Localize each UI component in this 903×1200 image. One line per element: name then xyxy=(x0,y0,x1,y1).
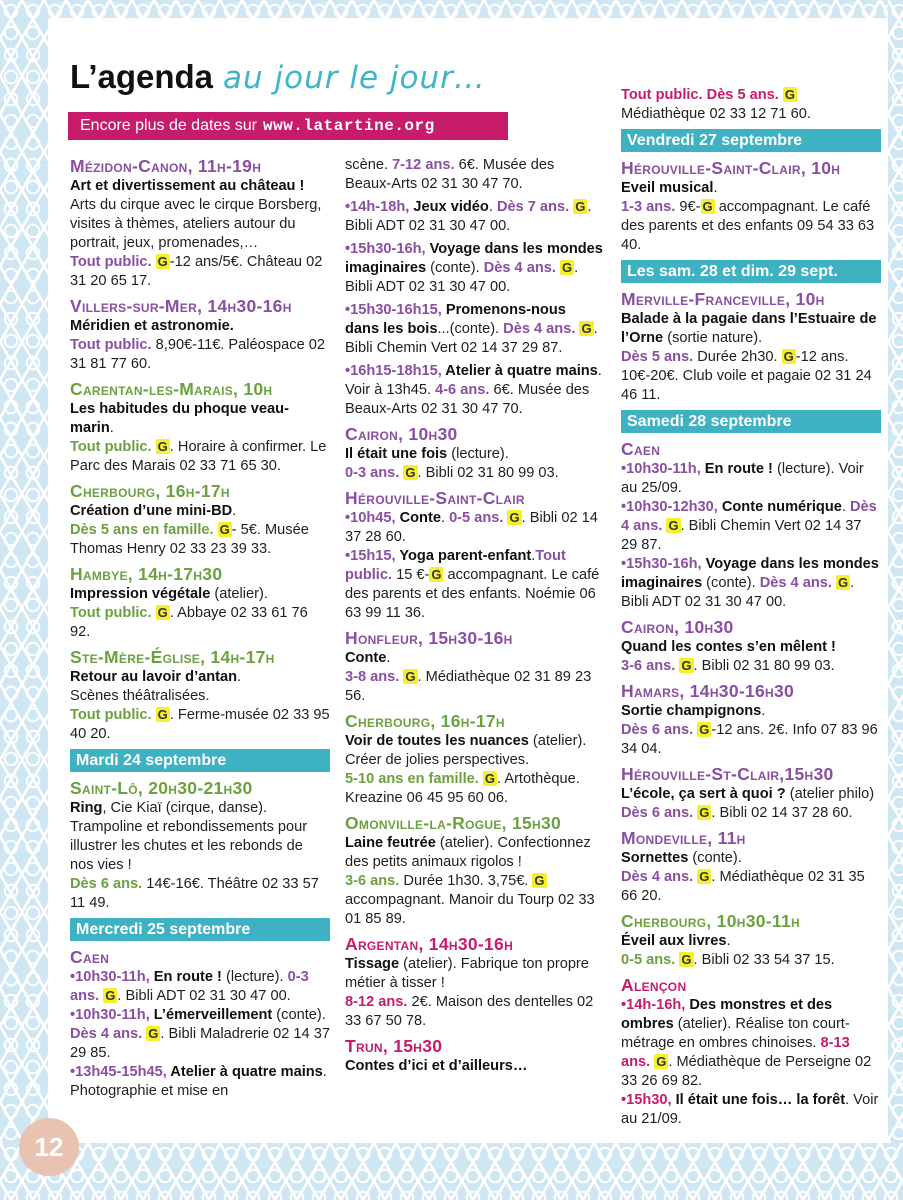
punctuation: . xyxy=(232,503,237,519)
free-entry-badge: G xyxy=(702,199,713,214)
session-description: (conte). xyxy=(702,575,760,591)
event-description: (lecture). xyxy=(447,446,509,462)
session-time: •15h15, xyxy=(345,548,396,564)
day-header: Les sam. 28 et dim. 29 sept. xyxy=(621,260,881,283)
event-price: 9€- xyxy=(675,199,701,215)
session-info: . Bibli ADT 02 31 30 47 00. xyxy=(621,575,855,610)
event-info: . Ferme-musée 02 33 95 40 20. xyxy=(70,707,330,742)
session-age: Dès 4 ans. xyxy=(70,1026,143,1042)
session xyxy=(345,362,603,419)
punctuation: . xyxy=(488,199,497,215)
agenda-column-1 xyxy=(70,156,330,1106)
event-age: Tout public. xyxy=(70,254,152,270)
session xyxy=(70,1006,330,1063)
event-info: 2€. Maison des dentelles 02 33 67 50 78. xyxy=(345,994,594,1029)
event-info: accompagnant. Le café des parents et des enfants 09 54 33 63 40. xyxy=(621,199,875,253)
event-item xyxy=(70,379,330,476)
event-info: . Bibli 02 14 37 28 60. xyxy=(711,805,853,821)
session-description: scène. xyxy=(345,157,393,173)
event-age: Tout public. Dès 5 ans. xyxy=(621,87,779,103)
free-entry-badge: G xyxy=(656,1054,667,1069)
event-age: 1-3 ans. xyxy=(621,199,676,215)
free-entry-badge: G xyxy=(405,465,416,480)
session-age: Dès 7 ans. xyxy=(496,199,570,215)
event-info: -12 ans. 2€. Info 07 83 96 34 04. xyxy=(621,722,878,757)
session-title: Jeux vidéo xyxy=(409,199,489,215)
session-title: Atelier à quatre mains xyxy=(441,363,598,379)
event-title: Retour au lavoir d’antan xyxy=(70,669,238,685)
event-info: . Bibli 02 31 80 99 03. xyxy=(417,465,559,481)
title-main: L’agenda xyxy=(70,58,214,95)
event-place: Hamars, 14h30-16h30 xyxy=(621,681,795,701)
session-info: . Bibli Maladrerie 02 14 37 29 85. xyxy=(70,1026,330,1061)
event-item xyxy=(621,911,881,970)
punctuation: . xyxy=(841,499,850,515)
event-description: (sortie nature). xyxy=(663,330,763,346)
event-title: Tissage xyxy=(345,956,400,972)
event-info: . Artothèque. Kreazine 06 45 95 60 06. xyxy=(345,771,580,806)
event-title: Voir de toutes les nuances xyxy=(345,733,529,749)
day-header: Samedi 28 septembre xyxy=(621,410,881,433)
event-price: Durée 1h30. 3,75€. xyxy=(399,873,533,889)
event-age: Dès 6 ans. xyxy=(621,805,694,821)
punctuation: . xyxy=(713,180,718,196)
event-place: Saint-Lô, 20h30-21h30 xyxy=(70,778,253,798)
event-age: 5-10 ans en famille. xyxy=(345,771,479,787)
event-title: Les habitudes du phoque veau-marin xyxy=(70,401,289,436)
event-age: 3-8 ans. xyxy=(345,669,400,685)
session-title: Voyage dans les mondes imaginaires xyxy=(345,241,603,276)
event-info: . Médiathèque 02 31 35 66 20. xyxy=(621,869,865,904)
event-description: (atelier). Confectionnez des petits animaux rigolos ! xyxy=(345,835,591,870)
event-description: , Cie Kiaï (cirque, danse). Trampoline et rebondissements pour illustrer les chutes et les rebonds de nos vies ! xyxy=(70,800,308,873)
event-place: Ste-Mère-Église, 14h-17h xyxy=(70,647,275,667)
session-time: •15h30-16h15, xyxy=(345,302,442,318)
session-title: En route ! xyxy=(149,969,222,985)
session-title: Conte numérique xyxy=(717,499,842,515)
event-age: Tout public. xyxy=(70,707,152,723)
event-title: Quand les contes s’en mêlent ! xyxy=(621,639,836,655)
free-entry-badge: G xyxy=(699,805,710,820)
event-title: Création d’une mini-BD xyxy=(70,503,233,519)
session-title: L’émerveillement xyxy=(149,1007,273,1023)
event-place: Hérouville-Saint-Clair xyxy=(345,488,525,508)
event-place: Hérouville-Saint-Clair, 10h xyxy=(621,158,841,178)
event-item xyxy=(345,1036,603,1076)
event-item xyxy=(70,947,330,1101)
free-entry-badge: G xyxy=(681,952,692,967)
punctuation: . xyxy=(440,510,450,526)
event-item xyxy=(70,564,330,642)
event-place: Caen xyxy=(621,439,661,459)
event-title: Éveil aux livres xyxy=(621,933,727,949)
session xyxy=(621,996,881,1091)
session-time: •15h30, xyxy=(621,1092,672,1108)
event-info: -12 ans/5€. Château 02 31 20 65 17. xyxy=(70,254,323,289)
event-age: Tout public. xyxy=(70,439,152,455)
event-item xyxy=(70,647,330,744)
session xyxy=(345,156,603,194)
event-place: Merville-Franceville, 10h xyxy=(621,289,825,309)
session-title: Conte xyxy=(395,510,441,526)
session-time: •10h30-11h, xyxy=(70,969,150,985)
event-place: Cherbourg, 16h-17h xyxy=(70,481,230,501)
event-age: Dès 6 ans. xyxy=(621,722,694,738)
event-place: Carentan-les-Marais, 10h xyxy=(70,379,273,399)
event-age: 3-6 ans. xyxy=(345,873,400,889)
session-age: Dès 4 ans. xyxy=(483,260,556,276)
session xyxy=(621,460,881,498)
event-info: 8,90€-11€. Paléospace 02 31 81 77 60. xyxy=(70,337,325,372)
punctuation: . xyxy=(237,669,242,685)
event-item xyxy=(345,424,603,483)
free-entry-badge: G xyxy=(783,349,794,364)
free-entry-badge: G xyxy=(157,707,168,722)
punctuation: . xyxy=(531,548,536,564)
free-entry-badge: G xyxy=(575,199,586,214)
session xyxy=(345,198,603,236)
free-entry-badge: G xyxy=(484,771,496,786)
free-entry-badge: G xyxy=(837,575,849,590)
event-item xyxy=(345,934,603,1031)
title-script: au jour le jour… xyxy=(223,60,486,96)
event-place: Mondeville, 11h xyxy=(621,828,746,848)
event-age: 8-12 ans. xyxy=(345,994,408,1010)
session xyxy=(345,547,603,623)
event-place: Trun, 15h30 xyxy=(345,1036,443,1056)
free-entry-badge: G xyxy=(148,1026,159,1041)
event-title: Méridien et astronomie. xyxy=(70,318,234,334)
session-title: Il était une fois… la forêt xyxy=(671,1092,846,1108)
session-age: 0-5 ans. xyxy=(449,510,504,526)
website-link[interactable]: www.latartine.org xyxy=(263,117,435,135)
event-item xyxy=(345,628,603,706)
event-age: 0-5 ans. xyxy=(621,952,676,968)
session-description: . Voir au 21/09. xyxy=(621,1092,879,1127)
event-description: (atelier). Créer de jolies perspectives. xyxy=(345,733,587,768)
session-title: Atelier à quatre mains xyxy=(166,1064,323,1080)
event-item xyxy=(345,711,603,808)
session-time: •10h30-12h30, xyxy=(621,499,718,515)
free-entry-badge: G xyxy=(431,567,442,582)
free-entry-badge: G xyxy=(105,988,116,1003)
decorative-border-right xyxy=(888,0,903,1200)
session xyxy=(345,301,603,358)
session-info: . Bibli Chemin Vert 02 14 37 29 87. xyxy=(345,321,598,356)
event-age: Tout public. xyxy=(70,337,152,353)
session-description: . Photographie et mise en xyxy=(70,1064,327,1099)
session-time: •15h30-16h, xyxy=(345,241,426,257)
session xyxy=(621,555,881,612)
session-description: (lecture). Voir au 25/09. xyxy=(621,461,864,496)
more-dates-banner xyxy=(68,112,508,140)
event-place: Cairon, 10h30 xyxy=(621,617,734,637)
event-description: (atelier philo) xyxy=(785,786,875,802)
free-entry-badge: G xyxy=(534,873,545,888)
session-age: 8-13 ans. xyxy=(621,1035,850,1070)
event-item xyxy=(621,764,881,823)
session-info: . Bibli ADT 02 31 30 47 00. xyxy=(345,260,579,295)
event-description: (atelier). xyxy=(210,586,268,602)
day-header: Vendredi 27 septembre xyxy=(621,129,881,152)
event-place: Honfleur, 15h30-16h xyxy=(345,628,513,648)
event-title: Il était une fois xyxy=(345,446,448,462)
event-place: Hérouville-St-Clair,15h30 xyxy=(621,764,834,784)
event-place: Caen xyxy=(70,947,110,967)
free-entry-badge: G xyxy=(668,518,679,533)
event-item xyxy=(621,289,881,405)
event-place: Hambye, 14h-17h30 xyxy=(70,564,223,584)
event-item xyxy=(621,975,881,1129)
session-time: •10h45, xyxy=(345,510,396,526)
event-age: 0-3 ans. xyxy=(345,465,400,481)
event-item xyxy=(621,158,881,255)
event-title: Conte xyxy=(345,650,387,666)
event-info: . Bibli 02 33 54 37 15. xyxy=(693,952,835,968)
event-age: Dès 6 ans. xyxy=(70,876,143,892)
agenda-column-3 xyxy=(621,86,881,1134)
session-time: •13h45-15h45, xyxy=(70,1064,167,1080)
free-entry-badge: G xyxy=(699,722,710,737)
event-title: L’école, ça sert à quoi ? xyxy=(621,786,786,802)
event-item xyxy=(621,828,881,906)
event-item xyxy=(345,488,603,623)
event-title: Balade à la pagaie dans l’Estuaire de l’Orne xyxy=(621,311,877,346)
free-entry-badge: G xyxy=(157,605,168,620)
page-number: 12 xyxy=(19,1118,79,1176)
event-info: . Bibli 02 31 80 99 03. xyxy=(693,658,835,674)
session-time: •15h30-16h, xyxy=(621,556,702,572)
event-description: Scènes théâtralisées. xyxy=(70,688,210,704)
session xyxy=(70,1063,330,1101)
session-title: Des monstres et des ombres xyxy=(621,997,833,1032)
event-item xyxy=(621,617,881,676)
event-item xyxy=(345,813,603,929)
punctuation: . xyxy=(109,420,114,436)
session xyxy=(345,240,603,297)
day-header: Mercredi 25 septembre xyxy=(70,918,330,941)
event-item-continued xyxy=(345,156,603,419)
session-title: Promenons-nous dans les bois xyxy=(345,302,566,337)
event-title: Sortie champignons xyxy=(621,703,762,719)
session-age: 0-3 ans. xyxy=(70,969,309,1004)
session-info: . Médiathèque de Perseigne 02 33 26 69 82. xyxy=(621,1054,872,1089)
event-title: Sornettes xyxy=(621,850,689,866)
session-info: . Bibli ADT 02 31 30 47 00. xyxy=(117,988,291,1004)
free-entry-badge: G xyxy=(784,87,796,102)
event-info: . Horaire à confirmer. Le Parc des Marais 02 33 71 65 30. xyxy=(70,439,327,474)
session-age: 4-6 ans. xyxy=(435,382,490,398)
session-description: . Voir à 13h45. xyxy=(345,363,602,398)
free-entry-badge: G xyxy=(561,260,573,275)
session-info: 6€. Musée des Beaux-Arts 02 31 30 47 70. xyxy=(345,157,555,192)
free-entry-badge: G xyxy=(405,669,416,684)
decorative-border-top xyxy=(0,0,903,18)
session-description: (conte). xyxy=(272,1007,326,1023)
session-title: Yoga parent-enfant xyxy=(395,548,532,564)
session-info: 6€. Musée des Beaux-Arts 02 31 30 47 70. xyxy=(345,382,590,417)
session-time: •14h-16h, xyxy=(621,997,686,1013)
event-title: Ring xyxy=(70,800,103,816)
event-description: (atelier). Fabrique ton propre métier à tisser ! xyxy=(345,956,589,991)
session xyxy=(621,1091,881,1129)
session-description: (atelier). Réalise ton court-métrage en ombres chinoises. xyxy=(621,1016,850,1051)
event-item xyxy=(621,439,881,612)
session-age: Tout public. xyxy=(345,548,566,583)
session-time: •16h15-18h15, xyxy=(345,363,442,379)
event-age: Dès 5 ans en famille. xyxy=(70,522,214,538)
event-description: Arts du cirque avec le cirque Borsberg, visites à thèmes, ateliers autour du portrait, jeux, promenades,… xyxy=(70,197,322,251)
free-entry-badge: G xyxy=(681,658,692,673)
free-entry-badge: G xyxy=(581,321,592,336)
event-age: Tout public. xyxy=(70,605,152,621)
session xyxy=(70,968,330,1006)
punctuation: . xyxy=(761,703,766,719)
decorative-border-bottom xyxy=(0,1143,903,1200)
event-title: Contes d’ici et d’ailleurs… xyxy=(345,1058,528,1074)
event-info: 14€-16€. Théâtre 02 33 57 11 49. xyxy=(70,876,319,911)
free-entry-badge: G xyxy=(157,254,168,269)
event-age: 3-6 ans. xyxy=(621,658,676,674)
free-entry-badge: G xyxy=(219,522,230,537)
banner-text: Encore plus de dates sur xyxy=(80,117,257,134)
event-place: Mézidon-Canon, 11h-19h xyxy=(70,156,262,176)
event-description: (conte). xyxy=(688,850,742,866)
session-age: Dès 4 ans. xyxy=(621,499,877,534)
event-place: Alençon xyxy=(621,975,687,995)
event-title: Impression végétale xyxy=(70,586,211,602)
session xyxy=(345,509,603,547)
event-info: accompagnant. Manoir du Tourp 02 33 01 85 89. xyxy=(345,892,595,927)
session-info: . Bibli 02 14 37 28 60. xyxy=(345,510,598,545)
event-info: . Abbaye 02 33 61 76 92. xyxy=(70,605,308,640)
event-info: . Médiathèque 02 31 89 23 56. xyxy=(345,669,592,704)
event-place: Argentan, 14h30-16h xyxy=(345,934,514,954)
event-duration: Durée 2h30. xyxy=(693,349,782,365)
session-description: (conte). xyxy=(426,260,484,276)
day-header: Mardi 24 septembre xyxy=(70,749,330,772)
session xyxy=(621,498,881,555)
session-info: accompagnant. Le café des parents et des enfants. Noémie 06 63 99 11 36. xyxy=(345,567,600,621)
event-title: Laine feutrée xyxy=(345,835,436,851)
event-place: Omonville-la-Rogue, 15h30 xyxy=(345,813,562,833)
event-place: Cherbourg, 16h-17h xyxy=(345,711,505,731)
decorative-border-left xyxy=(0,0,48,1200)
session-info: . Bibli ADT 02 31 30 47 00. xyxy=(345,199,592,234)
event-title: Eveil musical xyxy=(621,180,714,196)
session-age: Dès 4 ans. xyxy=(759,575,832,591)
free-entry-badge: G xyxy=(699,869,710,884)
punctuation: . xyxy=(386,650,391,666)
session-age: Dès 4 ans. xyxy=(503,321,576,337)
event-age: Dès 5 ans. xyxy=(621,349,694,365)
session-info: . Bibli Chemin Vert 02 14 37 29 87. xyxy=(621,518,862,553)
free-entry-badge: G xyxy=(157,439,168,454)
event-item xyxy=(621,681,881,759)
punctuation: . xyxy=(726,933,731,949)
event-item xyxy=(70,156,330,291)
session-title: Voyage dans les mondes imaginaires xyxy=(621,556,879,591)
session-title: En route ! xyxy=(700,461,773,477)
session-description: (lecture). xyxy=(221,969,288,985)
event-place: Cherbourg, 10h30-11h xyxy=(621,911,800,931)
session-price: 15 €- xyxy=(392,567,430,583)
event-item xyxy=(70,481,330,559)
event-item-continued xyxy=(621,86,881,124)
event-info: -12 ans. 10€-20€. Club voile et pagaie 02 31 24 46 11. xyxy=(621,349,872,403)
event-item xyxy=(70,778,330,913)
event-info: - 5€. Musée Thomas Henry 02 33 23 39 33. xyxy=(70,522,309,557)
event-item xyxy=(70,296,330,374)
page-title xyxy=(70,58,486,96)
session-time: •10h30-11h, xyxy=(621,461,701,477)
event-age: Dès 4 ans. xyxy=(621,869,694,885)
event-info: Médiathèque 02 33 12 71 60. xyxy=(621,106,811,122)
free-entry-badge: G xyxy=(509,510,520,525)
session-description: ...(conte). xyxy=(437,321,504,337)
event-place: Villers-sur-Mer, 14h30-16h xyxy=(70,296,292,316)
session-age: 7-12 ans. xyxy=(392,157,455,173)
session-time: •10h30-11h, xyxy=(70,1007,150,1023)
event-place: Cairon, 10h30 xyxy=(345,424,458,444)
event-title: Art et divertissement au château ! xyxy=(70,178,305,194)
agenda-column-2 xyxy=(345,156,603,1081)
session-time: •14h-18h, xyxy=(345,199,410,215)
